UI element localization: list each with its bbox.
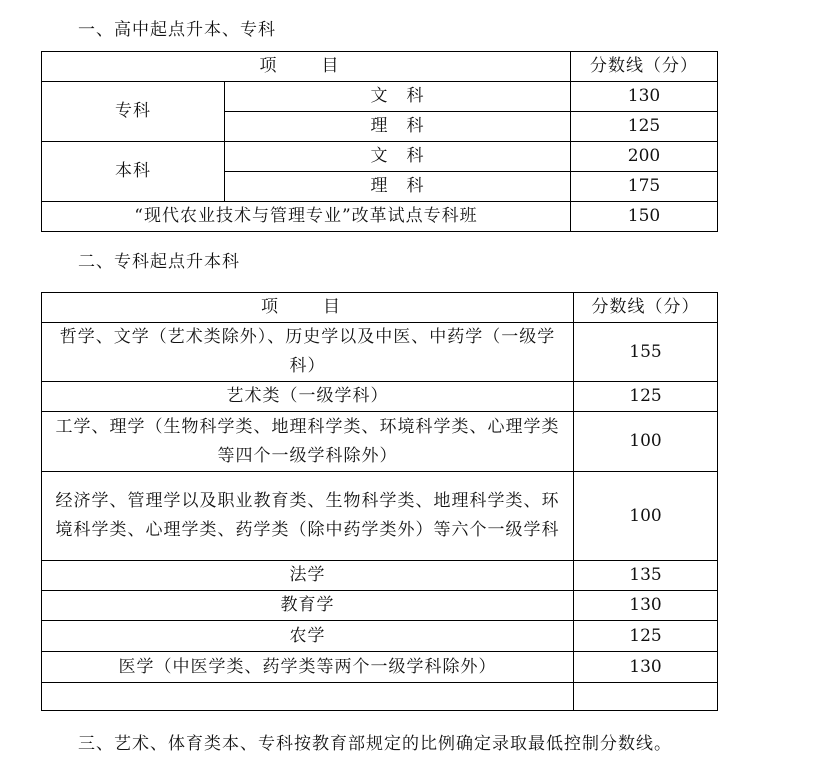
score-cell: 125 (574, 621, 718, 652)
empty-cell (574, 683, 718, 711)
score-cell: 155 (574, 323, 718, 382)
item-cell: 教育学 (42, 591, 574, 621)
score-cell: 175 (571, 172, 718, 202)
section3-heading: 三、艺术、体育类本、专科按教育部规定的比例确定录取最低控制分数线。 (78, 734, 672, 754)
item-cell: 医学（中医学类、药学类等两个一级学科除外） (42, 652, 574, 683)
sub-item: 理 科 (225, 112, 571, 142)
special-label: “现代农业技术与管理专业”改革试点专科班 (42, 202, 571, 232)
item-cell: 经济学、管理学以及职业教育类、生物科学类、地理科学类、环境科学类、心理学类、药学类（除中药学类外）等六个一级学科 (42, 472, 574, 561)
sub-item: 理 科 (225, 172, 571, 202)
score-cell: 135 (574, 561, 718, 591)
item-cell: 农学 (42, 621, 574, 652)
empty-cell (42, 683, 574, 711)
sub-item: 文 科 (225, 82, 571, 112)
score-cell: 130 (574, 652, 718, 683)
header-score: 分数线（分） (571, 52, 718, 82)
group-name: 本科 (42, 142, 225, 202)
section2-table (41, 292, 718, 711)
section1-table (41, 51, 718, 232)
score-cell: 125 (574, 382, 718, 412)
score-cell: 125 (571, 112, 718, 142)
group-name: 专科 (42, 82, 225, 142)
score-cell: 200 (571, 142, 718, 172)
header-item: 项 目 (42, 293, 574, 323)
score-cell: 150 (571, 202, 718, 232)
item-cell: 法学 (42, 561, 574, 591)
score-cell: 130 (571, 82, 718, 112)
sub-item: 文 科 (225, 142, 571, 172)
section2-heading: 二、专科起点升本科 (78, 252, 240, 272)
header-item: 项 目 (42, 52, 571, 82)
score-cell: 130 (574, 591, 718, 621)
item-cell: 哲学、文学（艺术类除外）、历史学以及中医、中药学（一级学科） (42, 323, 574, 382)
score-cell: 100 (574, 412, 718, 472)
section1-heading: 一、高中起点升本、专科 (78, 20, 276, 40)
score-cell: 100 (574, 472, 718, 561)
header-score: 分数线（分） (574, 293, 718, 323)
item-cell: 艺术类（一级学科） (42, 382, 574, 412)
item-cell: 工学、理学（生物科学类、地理科学类、环境科学类、心理学类等四个一级学科除外） (42, 412, 574, 472)
